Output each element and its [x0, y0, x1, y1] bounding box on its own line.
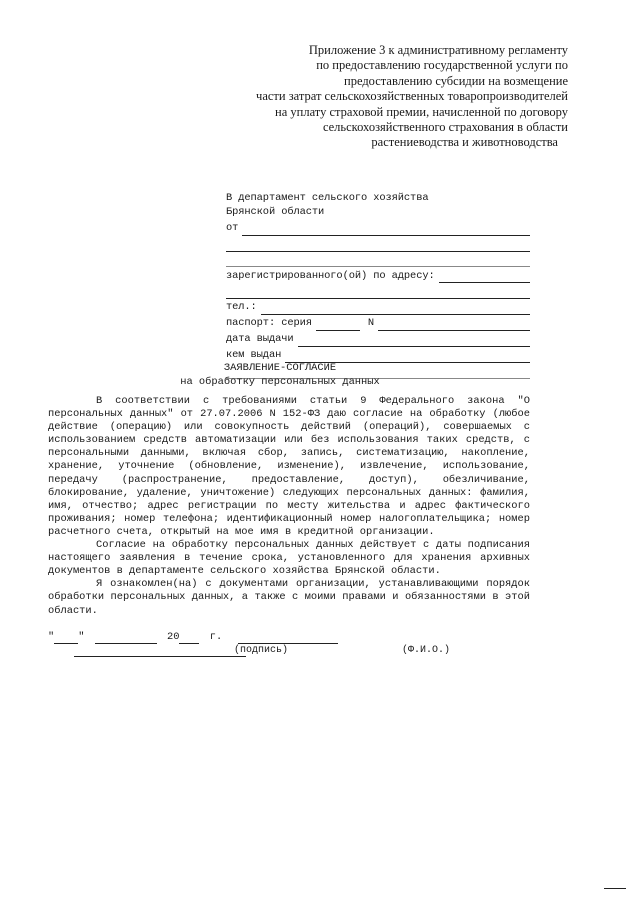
- body-paragraph: В соответствии с требованиями статьи 9 Федерального закона "О персональных данных" от 27.07.2006 N 152-ФЗ даю согласие на обработку (любое действие (операцию) или совокупность действий (операций), совершаемых с использованием средств автоматизации или без использования таких средств, с персональными данными, включая сбор, запись, систематизацию, накопление, хранение, уточнение (обновление, изменение), извлечение, использование, передачу (распространение, предоставление, доступ), обезличивание, блокирование, удаление, уничтожение) следующих персональных данных: фамилия, имя, отчество; адрес регистрации по месту жительства и адрес фактического проживания; номер телефона; идентификационный номер налогоплательщика; номер расчетного счета, открытый на мое имя в кредитной организации.: [48, 395, 530, 538]
- day-field[interactable]: [54, 633, 78, 644]
- addressee-block: [226, 190, 530, 379]
- blank-row: [226, 252, 530, 268]
- appendix-line: по предоставлению государственной услуги по: [316, 58, 568, 73]
- year-suffix: г.: [209, 631, 223, 643]
- addressee-line: [226, 204, 530, 220]
- passport-row: [226, 315, 530, 331]
- from-row: [226, 220, 530, 236]
- registered-row: [226, 267, 530, 283]
- document-title: [160, 362, 400, 389]
- registered-label: зарегистрированного(ой) по адресу:: [226, 269, 435, 282]
- phone-label: тел.:: [226, 301, 257, 314]
- signature-field[interactable]: [238, 633, 338, 644]
- addressee-to: В департамент сельского хозяйства: [226, 192, 429, 205]
- issued-by-row: [226, 347, 530, 363]
- issue-date-field[interactable]: [298, 336, 531, 347]
- phone-row: [226, 299, 530, 315]
- issued-by-label: кем выдан: [226, 349, 282, 361]
- appendix-line: Приложение 3 к административному регламенту: [308, 43, 568, 57]
- blank-line[interactable]: [226, 288, 530, 299]
- passport-series-label: паспорт: серия: [226, 317, 312, 330]
- signature-caption: (подпись): [234, 645, 289, 656]
- title-main: ЗАЯВЛЕНИЕ-СОГЛАСИЕ: [223, 362, 337, 374]
- full-name-caption: (Ф.И.О.): [402, 645, 451, 656]
- full-name-field[interactable]: [74, 646, 246, 657]
- body-paragraph: Согласие на обработку персональных данных действует с даты подписания настоящего заявления в течение срока, установленного для хранения архивных документов в департаменте сельского хозяйства Брянской области.: [48, 539, 530, 578]
- passport-series-field[interactable]: [316, 320, 360, 331]
- appendix-line: растениеводства и животноводства: [371, 135, 558, 150]
- appendix-header: [210, 43, 568, 151]
- registered-address-field[interactable]: [439, 272, 530, 283]
- consent-body: [48, 395, 530, 618]
- title-sub: на обработку персональных данных: [180, 375, 380, 388]
- year-field[interactable]: [179, 633, 199, 644]
- appendix-line: на уплату страховой премии, начисленной по договору: [275, 104, 568, 119]
- issue-date-label: дата выдачи: [226, 333, 294, 346]
- phone-field[interactable]: [261, 304, 530, 315]
- addressee-region: Брянской области: [226, 205, 325, 218]
- appendix-line: предоставлению субсидии на возмещение: [344, 73, 568, 88]
- issue-date-row: [226, 331, 530, 347]
- blank-line[interactable]: [226, 241, 530, 252]
- date-quote-open: ": [48, 631, 55, 643]
- appendix-line: части затрат сельскохозяйственных товаропроизводителей: [256, 89, 568, 104]
- year-prefix: 20: [167, 631, 180, 643]
- appendix-line: сельскохозяйственного страхования в области: [322, 120, 568, 135]
- from-field[interactable]: [242, 225, 530, 236]
- passport-number-field[interactable]: [378, 320, 530, 331]
- body-paragraph: Я ознакомлен(на) с документами организации, устанавливающими порядок обработки персональных данных, а также с моими правами и обязанностями в этой области.: [48, 578, 530, 617]
- month-field[interactable]: [95, 633, 157, 644]
- passport-number-label: N: [367, 317, 375, 330]
- blank-row: [226, 283, 530, 299]
- blank-row: [226, 236, 530, 252]
- blank-line[interactable]: [226, 256, 530, 267]
- from-label: от: [226, 221, 239, 234]
- date-quote-close: ": [78, 631, 85, 643]
- page-corner-mark: [604, 888, 626, 889]
